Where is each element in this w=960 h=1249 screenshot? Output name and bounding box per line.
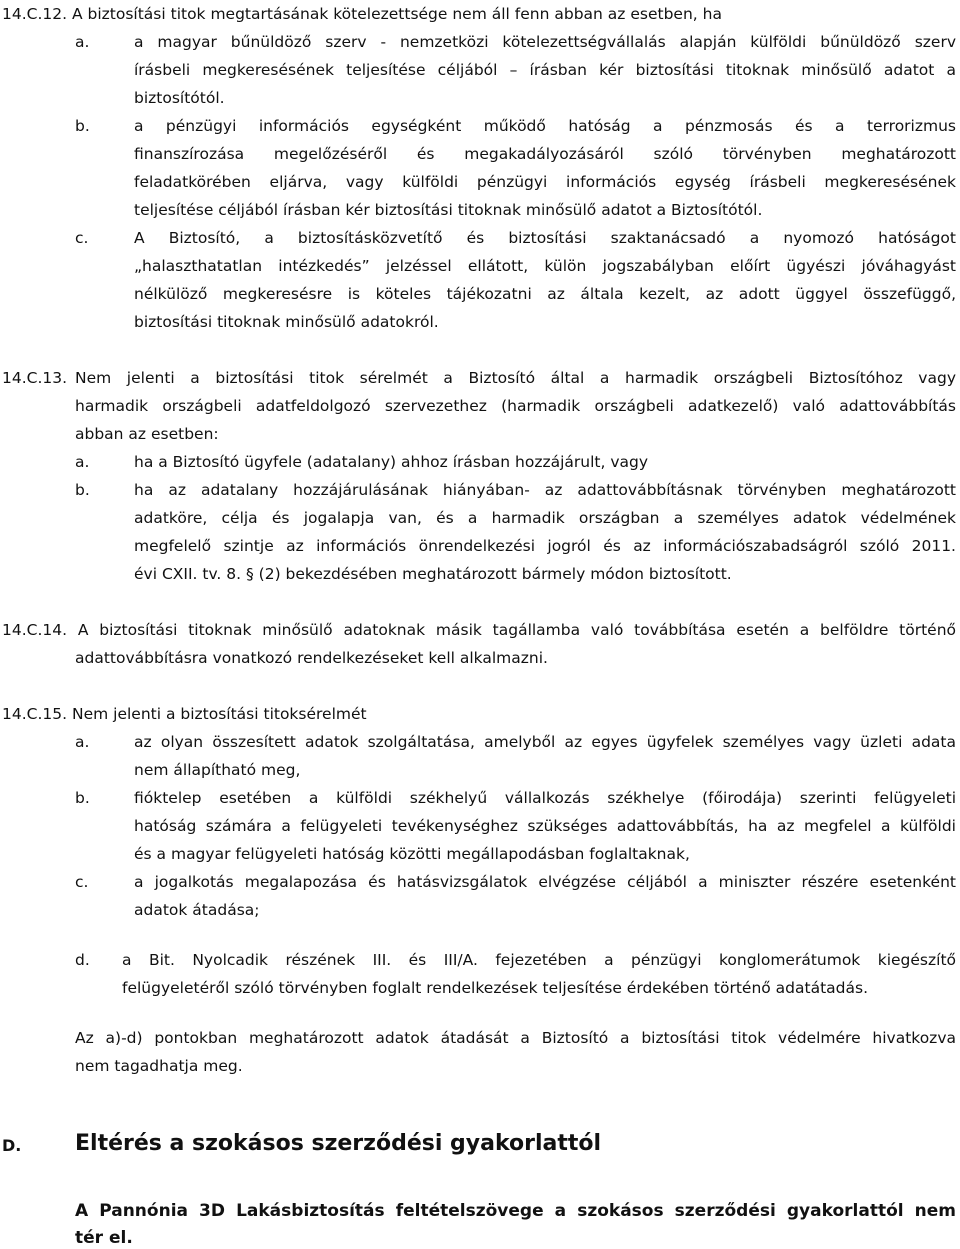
paragraph-line: Nem jelenti a biztosítási titok sérelmét a Biztosító által a harmadik országbeli Biztosítóhoz vagy [75,369,956,387]
paragraph-line: A Biztosító, a biztosításközvetítő és biztosítási szaktanácsadó a nyomozó hatóságot [134,229,956,247]
paragraph-line: nem állapítható meg, [134,761,301,779]
paragraph-line: ha az adatalany hozzájárulásának hiányában- az adattovábbításnak törvényben meghatározott [134,481,956,499]
paragraph-line: fióktelep esetében a külföldi székhelyű vállalkozás székhelye (főirodája) szerinti felügyeleti [134,789,956,807]
paragraph-line: „halaszthatatlan intézkedés” jelzéssel ellátott, külön jogszabályban előírt ügyészi jóváhagyást [134,257,956,275]
paragraph-line: feladatkörében eljárva, vagy külföldi pénzügyi információs egység írásbeli megkeresésének [134,173,956,191]
list-marker-a: a. [75,453,90,471]
list-marker-d: d. [75,951,90,969]
paragraph-line: abban az esetben: [75,425,219,443]
paragraph-line: biztosítótól. [134,89,225,107]
paragraph-line: ha a Biztosító ügyfele (adatalany) ahhoz írásban hozzájárult, vagy [134,453,649,471]
paragraph-line: adatköre, célja és jogalapja van, és a harmadik országban a személyes adatok védelmének [134,509,956,527]
list-marker-a: a. [75,733,90,751]
list-marker-b: b. [75,789,90,807]
list-marker-c: c. [75,873,89,891]
section-14c12-heading: 14.C.12. A biztosítási titok megtartásának kötelezettsége nem áll fenn abban az esetben, ha [2,5,722,23]
paragraph-line: a magyar bűnüldöző szerv - nemzetközi kötelezettségvállalás alapján külföldi bűnüldöző szerv [134,33,956,51]
list-marker-a: a. [75,33,90,51]
paragraph-line: tér el. [75,1228,133,1248]
section-14c14-line: 14.C.14. A biztosítási titoknak minősülő adatoknak másik tagállamba való továbbítása esetén a belföldre történő [2,621,956,639]
list-marker-b: b. [75,481,90,499]
paragraph-line: adatok átadása; [134,901,260,919]
paragraph-line: írásbeli megkeresésének teljesítése céljából – írásban kér biztosítási titoknak minősülő adatot a [134,61,956,79]
list-marker-b: b. [75,117,90,135]
paragraph-line: A Pannónia 3D Lakásbiztosítás feltételszövege a szokásos szerződési gyakorlattól nem [75,1201,956,1221]
section-d-title: Eltérés a szokásos szerződési gyakorlattól [75,1131,602,1156]
paragraph-line: Az a)-d) pontokban meghatározott adatok átadását a Biztosító a biztosítási titok védelmére hivatkozva [75,1029,956,1047]
paragraph-line: adattovábbításra vonatkozó rendelkezéseket kell alkalmazni. [75,649,548,667]
section-14c13-number: 14.C.13. [2,369,68,387]
paragraph-line: felügyeletéről szóló törvényben foglalt rendelkezések teljesítése érdekében történő adatátadás. [122,979,869,997]
paragraph-line: az olyan összesített adatok szolgáltatása, amelyből az egyes ügyfelek személyes vagy üzleti adata [134,733,956,751]
paragraph-line: nélkülöző megkeresésre is köteles tájékozatni az általa kezelt, az adott üggyel összefüggő, [134,285,956,303]
paragraph-line: finanszírozása megelőzéséről és megakadályozásáról szóló törvényben meghatározott [134,145,956,163]
paragraph-line: hatóság számára a felügyeleti tevékenységhez szükséges adattovábbítás, ha az megfelel a külföldi [134,817,956,835]
paragraph-line: a jogalkotás megalapozása és hatásvizsgálatok elvégzése céljából a miniszter részére esetenként [134,873,956,891]
paragraph-line: teljesítése céljából írásban kér biztosítási titoknak minősülő adatot a Biztosítótól. [134,201,763,219]
paragraph-line: megfelelő szintje az információs önrendelkezési jogról és az információszabadságról szóló 2011. [134,537,956,555]
paragraph-line: és a magyar felügyeleti hatóság közötti megállapodásban foglaltaknak, [134,845,690,863]
section-14c15-heading: 14.C.15. Nem jelenti a biztosítási titoksérelmét [2,705,367,723]
paragraph-line: a Bit. Nyolcadik részének III. és III/A. fejezetében a pénzügyi konglomerátumok kiegészítő [122,951,956,969]
paragraph-line: nem tagadhatja meg. [75,1057,243,1075]
paragraph-line: évi CXII. tv. 8. § (2) bekezdésében meghatározott bármely módon biztosított. [134,565,732,583]
paragraph-line: biztosítási titoknak minősülő adatokról. [134,313,439,331]
paragraph-line: harmadik országbeli adatfeldolgozó szervezethez (harmadik országbeli adatkezelő) való adattovábbítás [75,397,956,415]
section-d-letter: D. [2,1136,22,1155]
paragraph-line: a pénzügyi információs egységként működő hatóság a pénzmosás és a terrorizmus [134,117,956,135]
list-marker-c: c. [75,229,89,247]
